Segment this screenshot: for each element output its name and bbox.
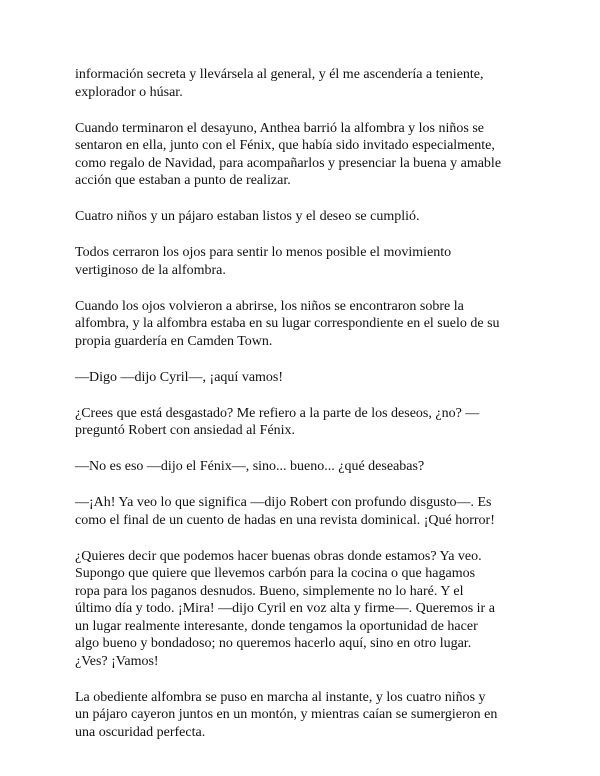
paragraph-8: —No es eso —dijo el Fénix—, sino... bueno... ¿qué deseabas? bbox=[75, 459, 425, 474]
paragraph-9: —¡Ah! Ya veo lo que significa —dijo Robert con profundo disgusto—. Es como el final de un cuento de hadas en una revista dominical. ¡Qué horror! bbox=[75, 495, 495, 528]
paragraph-6: —Digo —dijo Cyril—, ¡aquí vamos! bbox=[75, 369, 284, 385]
paragraph-11: La obediente alfombra se puso en marcha al instante, y los cuatro niños y un pájaro cayeron juntos en un montón, y mientras caían se sumergieron en una oscuridad perfecta. bbox=[75, 689, 498, 740]
paragraph-7: ¿Crees que está desgastado? Me refiero a la parte de los deseos, ¿no? — preguntó Robert con ansiedad al Fénix. bbox=[75, 405, 480, 438]
paragraph-1: información secreta y llevársela al general, y él me ascendería a teniente, explorador o húsar. bbox=[75, 67, 484, 100]
paragraph-2: Cuando terminaron el desayuno, Anthea barrió la alfombra y los niños se sentaron en ella, junto con el Fénix, que había sido invitado especialmente, como regalo de Navidad, para acompañarlos y presenciar la buena y amable acción que estaban a punto de realizar. bbox=[75, 120, 502, 188]
paragraph-5: Cuando los ojos volvieron a abrirse, los niños se encontraron sobre la alfombra, y la alfombra estaba en su lugar correspondiente en el suelo de su propia guardería en Camden Town. bbox=[75, 298, 500, 349]
paragraph-4: Todos cerraron los ojos para sentir lo menos posible el movimiento vertiginoso de la alfombra. bbox=[75, 245, 452, 278]
paragraph-3: Cuatro niños y un pájaro estaban listos y el deseo se cumplió. bbox=[75, 209, 420, 224]
paragraph-10: ¿Quieres decir que podemos hacer buenas obras donde estamos? Ya veo. Supongo que quiere que llevemos carbón para la cocina o que hagamos ropa para los paganos desnudos. Bueno, simplemente no lo haré. Y el último día y todo. ¡Mira! —dijo Cyril en voz alta y firme—. Queremos ir a un lugar realmente interesante, donde tengamos la oportunidad de hacer algo bueno y bondadoso; no queremos hacerlo aquí, sino en otro lugar. ¿Ves? ¡Vamos! bbox=[75, 548, 495, 669]
